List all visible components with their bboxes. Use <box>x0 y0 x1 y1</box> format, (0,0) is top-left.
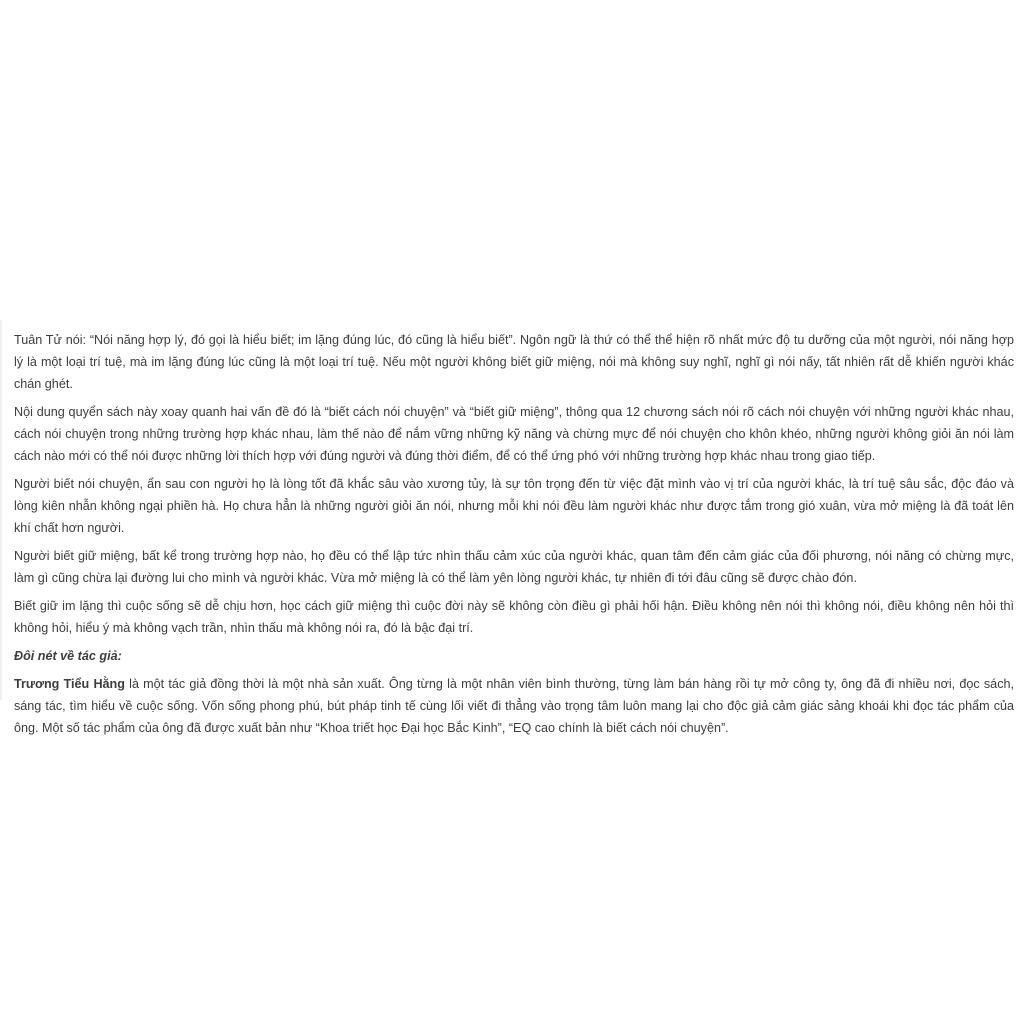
left-border <box>0 320 2 700</box>
author-bio: là một tác giả đồng thời là một nhà sản xuất. Ông từng là một nhân viên bình thường, từng làm bán hàng rồi tự mở công ty, ông đã đi nhiều nơi, đọc sách, sáng tác, tìm hiểu về cuộc sống. Vốn sống phong phú, bút pháp tinh tế cùng lối viết đi thẳng vào trọng tâm luôn mang lại cho độc giả cảm giác sảng khoái khi đọc tác phẩm của ông. Một số tác phẩm của ông đã được xuất bản như “Khoa triết học Đại học Bắc Kinh”, “EQ cao chính là biết cách nói chuyện”. <box>14 677 1014 735</box>
description-paragraph-2: Nội dung quyển sách này xoay quanh hai vấn đề đó là “biết cách nói chuyện” và “biết giữ miệng”, thông qua 12 chương sách nói rõ cách nói chuyện với những người khác nhau, cách nói chuyện trong những trường hợp khác nhau, làm thế nào để nắm vững những kỹ năng và chừng mực để nói chuyện cho khôn khéo, những người không giỏi ăn nói làm cách nào mới có thể nói được những lời thích hợp với đúng người và đúng thời điểm, để có thể ứng phó với những trường hợp khác nhau trong giao tiếp. <box>14 405 1014 463</box>
author-paragraph <box>14 673 1014 739</box>
product-description <box>14 329 1014 745</box>
author-heading: Đôi nét về tác giả: <box>14 649 122 663</box>
description-paragraph-5: Biết giữ im lặng thì cuộc sống sẽ dễ chịu hơn, học cách giữ miệng thì cuộc đời này sẽ không còn điều gì phải hối hận. Điều không nên nói thì không nói, điều không nên hỏi thì không hỏi, hiểu ý mà không vạch trần, nhìn thấu mà không nói ra, đó là bậc đại trí. <box>14 599 1014 635</box>
author-name: Trương Tiểu Hằng <box>14 677 125 691</box>
description-paragraph-4: Người biết giữ miệng, bất kể trong trường hợp nào, họ đều có thể lập tức nhìn thấu cảm xúc của người khác, quan tâm đến cảm giác của đối phương, nói năng có chừng mực, làm gì cũng chừa lại đường lui cho mình và người khác. Vừa mở miệng là có thể làm yên lòng người khác, tự nhiên đi tới đâu cũng sẽ được chào đón. <box>14 549 1014 585</box>
description-paragraph-3: Người biết nói chuyện, ẩn sau con người họ là lòng tốt đã khắc sâu vào xương tủy, là sự tôn trọng đến từ việc đặt mình vào vị trí của người khác, là trí tuệ sâu sắc, độc đáo và lòng kiên nhẫn không ngại phiền hà. Họ chưa hẳn là những người giỏi ăn nói, nhưng mỗi khi nói đều làm người khác như được tắm trong gió xuân, vừa mở miệng là đã toát lên khí chất hơn người. <box>14 477 1014 535</box>
description-paragraph-1: Tuân Tử nói: “Nói năng hợp lý, đó gọi là hiểu biết; im lặng đúng lúc, đó cũng là hiểu biết”. Ngôn ngữ là thứ có thể thể hiện rõ nhất mức độ tu dưỡng của một người, nói năng hợp lý là một loại trí tuệ, mà im lặng đúng lúc cũng là một loại trí tuệ. Nếu một người không biết giữ miệng, nói mà không suy nghĩ, nghĩ gì nói nấy, tất nhiên rất dễ khiến người khác chán ghét. <box>14 333 1014 391</box>
